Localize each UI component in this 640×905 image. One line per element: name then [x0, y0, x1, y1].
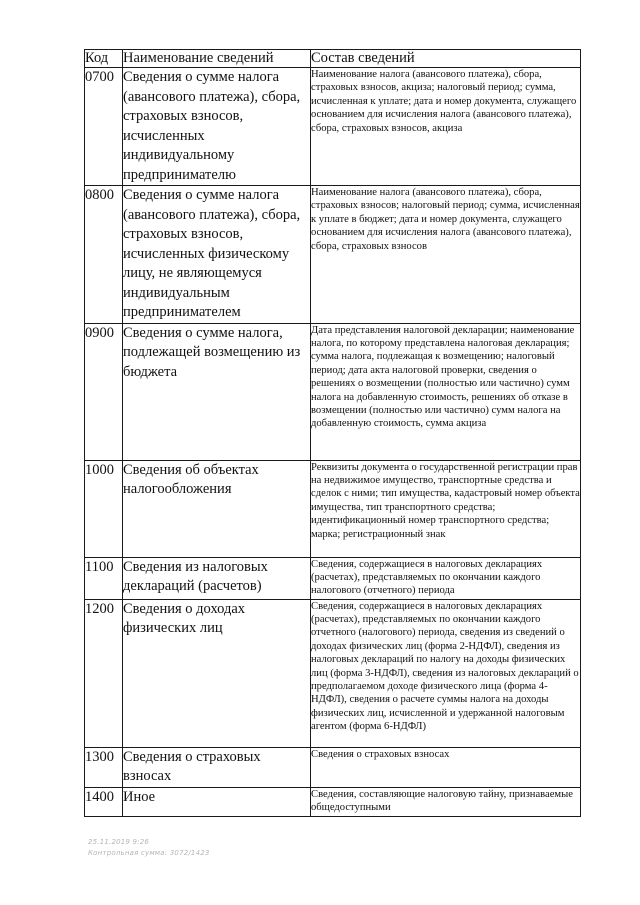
row-name: Сведения о сумме налога (авансового платежа), сбора, страховых взносов, исчисленных физическому лицу, не являющемуся индивидуальным предпринимателем — [123, 186, 311, 324]
row-code: 1100 — [85, 557, 123, 599]
row-code: 1000 — [85, 460, 123, 557]
table-row — [85, 599, 581, 747]
row-code: 1300 — [85, 747, 123, 787]
table-row — [85, 557, 581, 599]
row-name: Сведения об объектах налогообложения — [123, 460, 311, 557]
data-table — [84, 49, 581, 817]
row-code: 0800 — [85, 186, 123, 324]
row-code: 0900 — [85, 323, 123, 460]
row-name: Сведения о страховых взносах — [123, 747, 311, 787]
table-row — [85, 747, 581, 787]
table-row — [85, 323, 581, 460]
stamp-date: 25.11.2019 9:26 — [88, 838, 150, 846]
row-code: 1400 — [85, 787, 123, 816]
row-name: Сведения о доходах физических лиц — [123, 599, 311, 747]
header-composition: Состав сведений — [311, 50, 581, 68]
table-row — [85, 460, 581, 557]
row-name: Сведения о сумме налога, подлежащей возмещению из бюджета — [123, 323, 311, 460]
stamp-checksum: Контрольная сумма: 3072/1423 — [88, 849, 210, 857]
table-row — [85, 787, 581, 816]
header-row — [85, 50, 581, 68]
row-composition: Наименование налога (авансового платежа), сбора, страховых взносов, акциза; налоговый период; сумма, исчисленная к уплате; дата и номер документа, служащего основанием для исчисления налога (авансового платежа), сбора, страховых взносов, акциза — [311, 68, 581, 186]
row-code: 1200 — [85, 599, 123, 747]
row-code: 0700 — [85, 68, 123, 186]
table-row — [85, 186, 581, 324]
row-name: Иное — [123, 787, 311, 816]
header-name: Наименование сведений — [123, 50, 311, 68]
row-composition: Сведения о страховых взносах — [311, 747, 581, 787]
header-code: Код — [85, 50, 123, 68]
row-composition: Сведения, содержащиеся в налоговых декларациях (расчетах), представляемых по окончании каждого налогового (отчетного) периода — [311, 557, 581, 599]
row-composition: Дата представления налоговой декларации; наименование налога, по которому представлена налоговая декларация; сумма налога, подлежащая к возмещению; налоговый период; дата акта налоговой проверки, сведения о решениях о возмещении (полностью или частично) сумм налога на добавленную стоимость, решениях об отказе в возмещении (полностью или частично) сумм налога на добавленную стоимость, сумма акциза — [311, 323, 581, 460]
row-composition: Сведения, содержащиеся в налоговых декларациях (расчетах), представляемых по окончании каждого отчетного (налогового) периода, сведения из сведений о доходах физических лиц (форма 2-НДФЛ), сведения из налоговых деклараций по налогу на доходы физических лиц (форма 3-НДФЛ), сведения из налоговых деклараций о предполагаемом доходе физического лица (форма 4-НДФЛ), сведения о расчете суммы налога на доходы физических лиц, исчисленной и удержанной налоговым агентом (форма 6-НДФЛ) — [311, 599, 581, 747]
row-name: Сведения из налоговых деклараций (расчетов) — [123, 557, 311, 599]
row-name: Сведения о сумме налога (авансового платежа), сбора, страховых взносов, исчисленных индивидуальному предпринимателю — [123, 68, 311, 186]
table-row — [85, 68, 581, 186]
row-composition: Реквизиты документа о государственной регистрации прав на недвижимое имущество, транспортные средства и сделок с ними; тип имущества, кадастровый номер объекта имущества, тип транспортного средства; идентификационный номер транспортного средства; марка; регистрационный знак — [311, 460, 581, 557]
row-composition: Сведения, составляющие налоговую тайну, признаваемые общедоступными — [311, 787, 581, 816]
row-composition: Наименование налога (авансового платежа), сбора, страховых взносов; налоговый период; сумма, исчисленная к уплате в бюджет; дата и номер документа, служащего основанием для исчисления налога (авансового платежа), сбора, страховых взносов — [311, 186, 581, 324]
